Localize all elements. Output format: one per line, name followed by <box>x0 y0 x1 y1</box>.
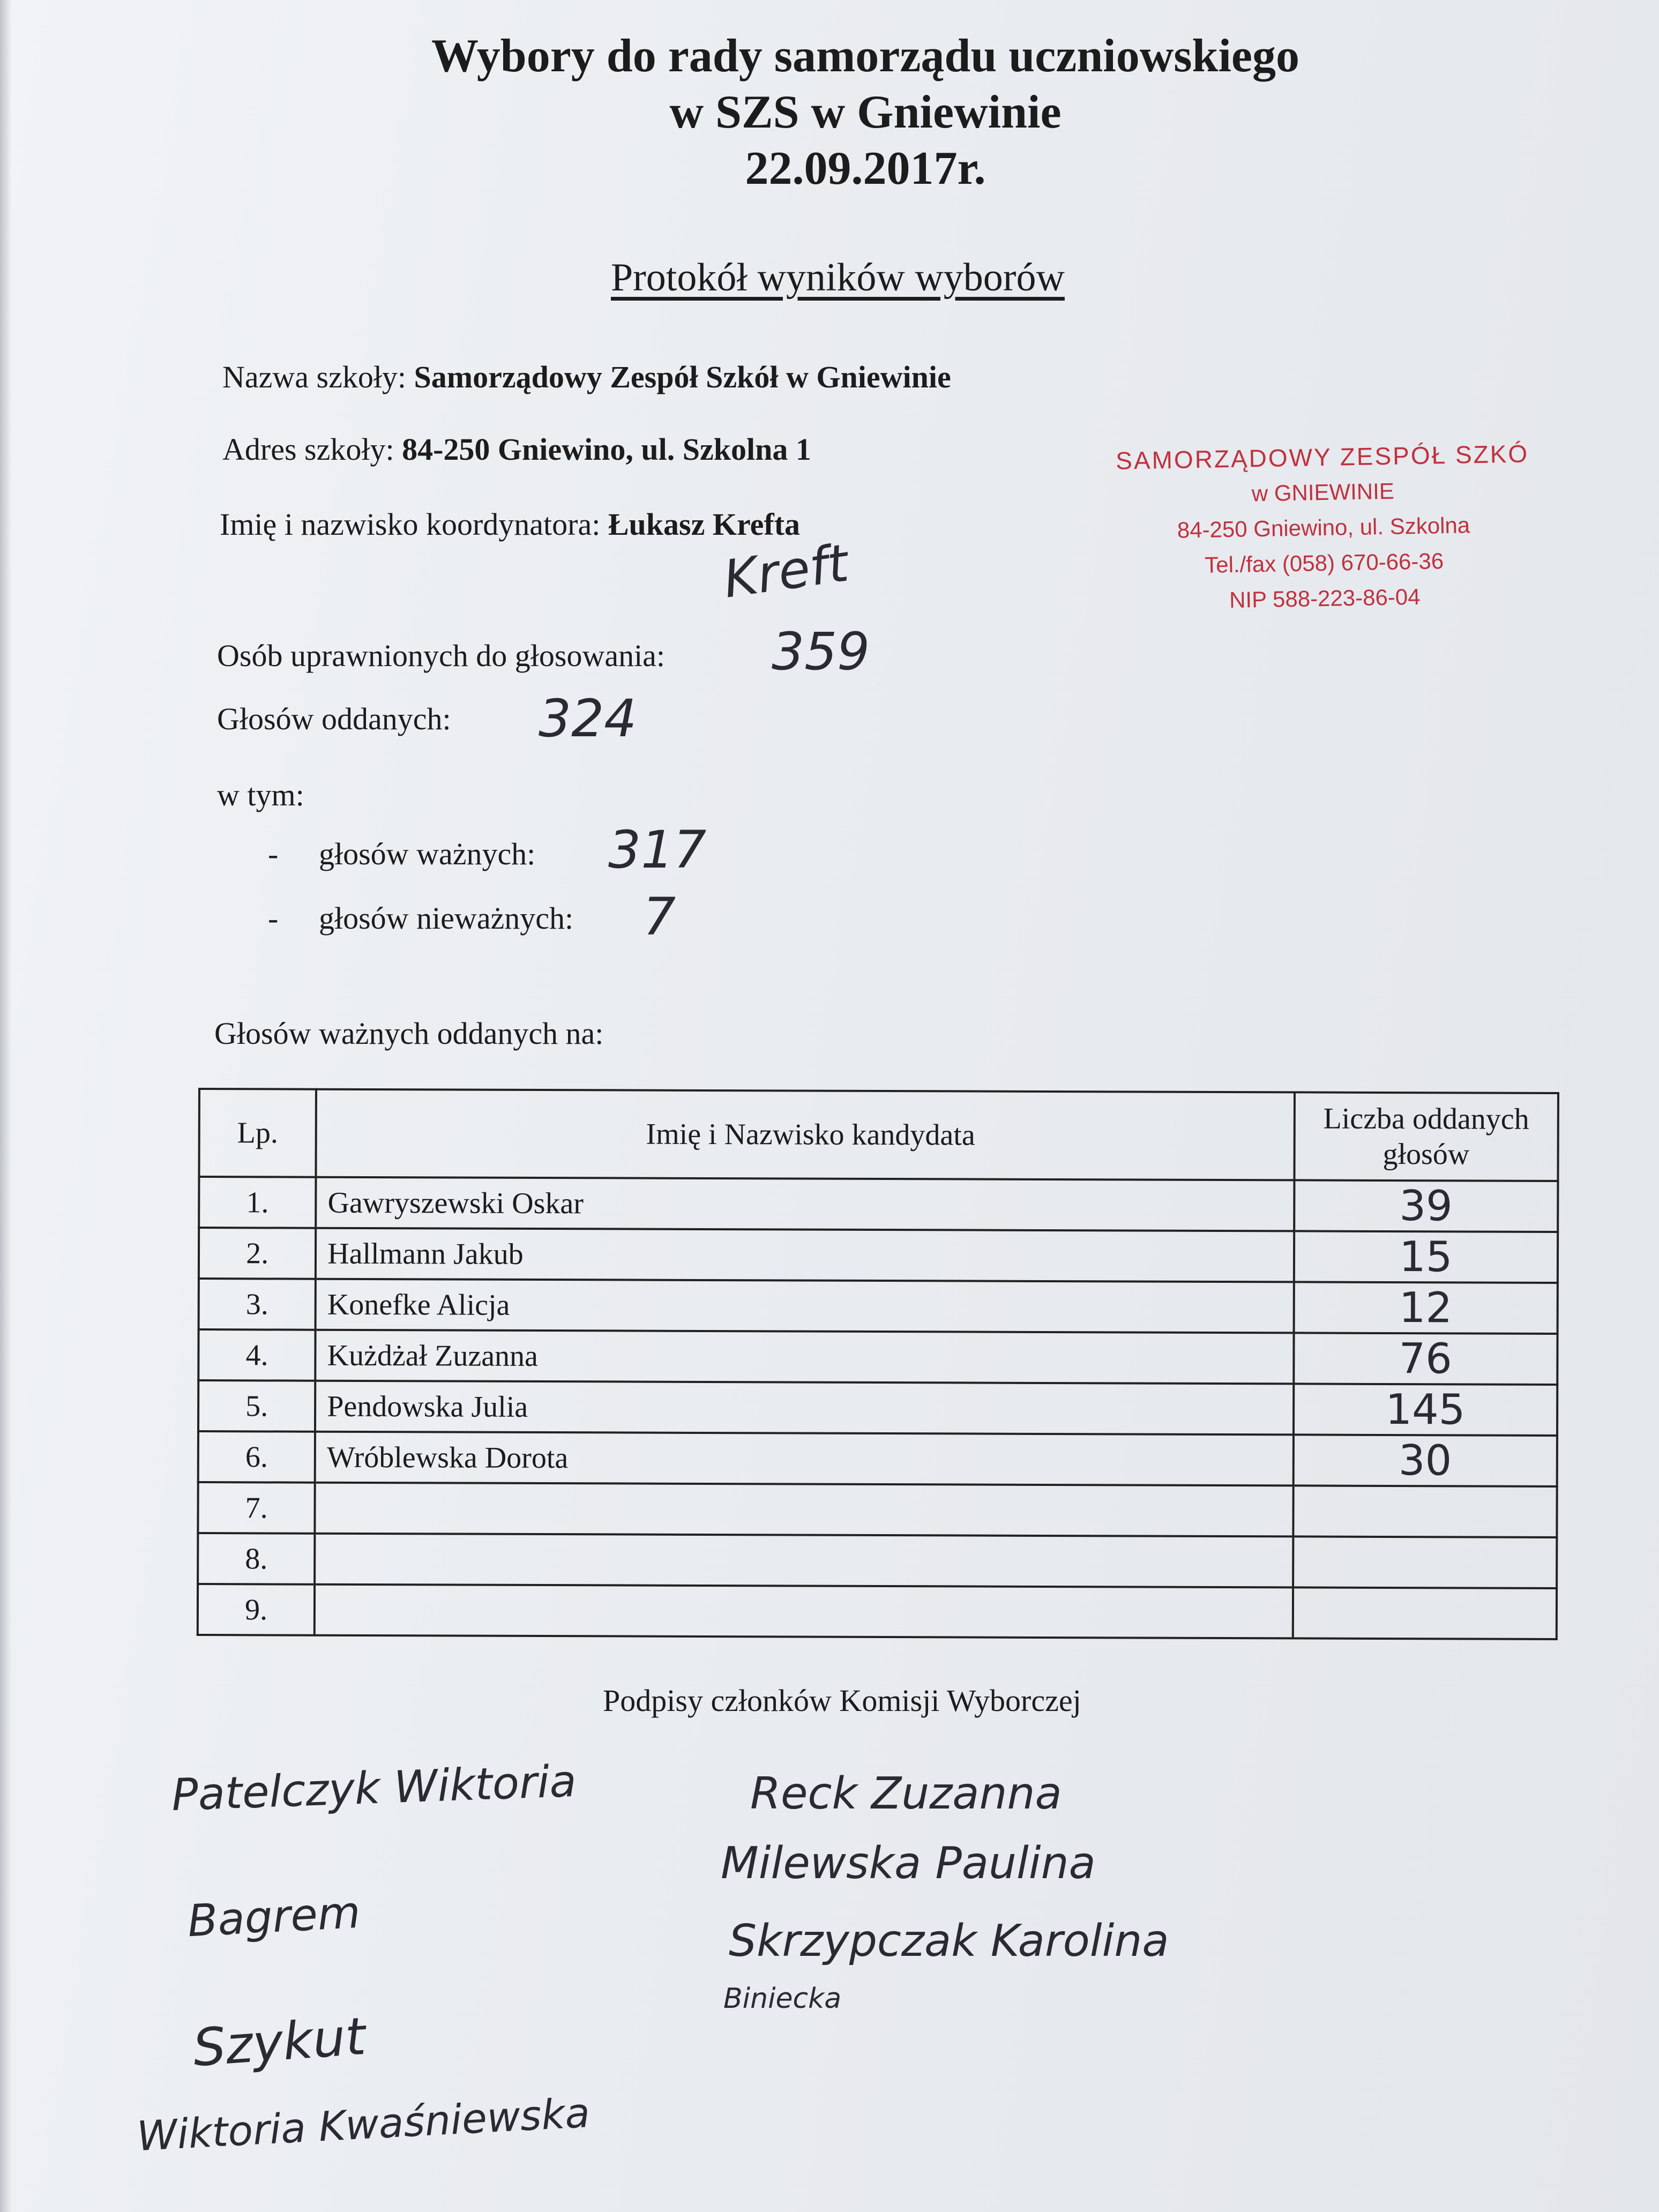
eligible-value: 359 <box>772 622 870 682</box>
row-votes <box>1292 1587 1557 1639</box>
invalid-label: głosów nieważnych: <box>319 901 574 936</box>
valid-value: 317 <box>608 820 707 880</box>
row-candidate-name: Kużdżał Zuzanna <box>315 1330 1294 1384</box>
row-votes <box>1293 1536 1557 1588</box>
table-intro: Głosów ważnych oddanych na: <box>214 1016 604 1051</box>
signature-left-4: Wiktoria Kwaśniewska <box>136 2088 591 2161</box>
table-row <box>198 1380 1557 1436</box>
school-name-label: Nazwa szkoły: <box>222 360 407 394</box>
signature-right-2: Milewska Paulina <box>721 1838 1096 1889</box>
school-name-value: Samorządowy Zespół Szkół w Gniewinie <box>414 360 951 394</box>
school-address-value: 84-250 Gniewino, ul. Szkolna 1 <box>402 432 811 467</box>
row-lp: 3. <box>199 1279 316 1330</box>
cast-value: 324 <box>539 689 637 749</box>
table-header-row <box>199 1089 1558 1181</box>
school-name-row <box>222 359 951 395</box>
page-edge-shadow <box>0 0 12 2212</box>
results-table <box>197 1088 1559 1640</box>
school-address-label: Adres szkoły: <box>222 432 394 467</box>
school-stamp <box>1102 436 1545 620</box>
table-row <box>198 1431 1557 1486</box>
coordinator-signature: Kreft <box>720 533 852 610</box>
table-row <box>199 1228 1558 1283</box>
valid-bullet: - <box>268 836 279 871</box>
row-votes: 76 <box>1294 1333 1558 1385</box>
stamp-line-3: 84-250 Gniewino, ul. Szkolna <box>1177 512 1470 543</box>
row-candidate-name: Pendowska Julia <box>315 1381 1294 1435</box>
coordinator-row <box>220 506 800 542</box>
table-row <box>199 1279 1558 1334</box>
row-votes: 39 <box>1294 1180 1558 1232</box>
row-lp: 2. <box>199 1228 316 1279</box>
table-row <box>198 1533 1557 1588</box>
signature-right-4: Biniecka <box>723 1983 842 2015</box>
row-candidate-name <box>315 1585 1293 1639</box>
row-votes: 12 <box>1294 1282 1558 1334</box>
header-votes <box>1294 1092 1558 1181</box>
invalid-bullet: - <box>268 901 279 936</box>
row-lp: 1. <box>199 1177 316 1228</box>
row-votes <box>1293 1485 1557 1537</box>
row-candidate-name: Gawryszewski Oskar <box>316 1177 1294 1231</box>
valid-label: głosów ważnych: <box>319 836 536 871</box>
row-lp: 4. <box>198 1329 315 1381</box>
invalid-value: 7 <box>643 887 676 947</box>
row-candidate-name <box>315 1534 1293 1588</box>
row-candidate-name: Konefke Alicja <box>316 1279 1294 1333</box>
row-candidate-name: Hallmann Jakub <box>316 1228 1294 1282</box>
title-date: 22.09.2017r. <box>745 143 986 195</box>
table-row <box>198 1329 1557 1385</box>
protocol-subtitle: Protokół wyników wyborów <box>611 256 1065 300</box>
row-votes: 15 <box>1294 1231 1558 1283</box>
signature-left-3: Szykut <box>191 2006 368 2079</box>
row-lp: 9. <box>198 1584 315 1635</box>
signature-left-1: Patelczyk Wiktoria <box>170 1755 578 1821</box>
table-row <box>198 1584 1557 1639</box>
commission-signatures-label: Podpisy członków Komisji Wyborczej <box>603 1683 1081 1718</box>
eligible-label: Osób uprawnionych do głosowania: <box>217 638 666 673</box>
title-line-1: Wybory do rady samorządu uczniowskiego <box>431 30 1299 82</box>
row-candidate-name <box>315 1483 1294 1537</box>
header-candidate-name: Imię i Nazwisko kandydata <box>316 1089 1295 1180</box>
signature-right-3: Skrzypczak Karolina <box>729 1916 1169 1967</box>
cast-label: Głosów oddanych: <box>217 701 451 736</box>
signature-right-1: Reck Zuzanna <box>750 1768 1062 1819</box>
stamp-line-2: w GNIEWINIE <box>1251 478 1395 506</box>
row-votes: 30 <box>1293 1434 1557 1486</box>
row-votes: 145 <box>1294 1384 1558 1436</box>
header-votes-line1: Liczba oddanych <box>1323 1102 1529 1136</box>
header-votes-line2: głosów <box>1382 1137 1470 1171</box>
coordinator-label: Imię i nazwisko koordynatora: <box>220 507 601 542</box>
stamp-line-4: Tel./fax (058) 670-66-36 <box>1204 548 1444 578</box>
row-lp: 8. <box>198 1533 315 1585</box>
row-lp: 7. <box>198 1482 315 1534</box>
including-label: w tym: <box>217 778 304 812</box>
coordinator-value: Łukasz Krefta <box>608 507 801 542</box>
school-address-row <box>222 431 811 467</box>
stamp-line-5: NIP 588-223-86-04 <box>1229 584 1421 613</box>
row-candidate-name: Wróblewska Dorota <box>315 1432 1294 1486</box>
row-lp: 6. <box>198 1431 315 1483</box>
table-row <box>199 1177 1558 1232</box>
header-lp: Lp. <box>199 1089 316 1177</box>
row-lp: 5. <box>198 1380 315 1432</box>
title-line-2: w SZS w Gniewinie <box>669 86 1062 138</box>
signature-left-2: Bagrem <box>186 1887 362 1947</box>
stamp-line-1: SAMORZĄDOWY ZESPÓŁ SZKÓ <box>1115 439 1529 475</box>
table-row <box>198 1482 1557 1537</box>
